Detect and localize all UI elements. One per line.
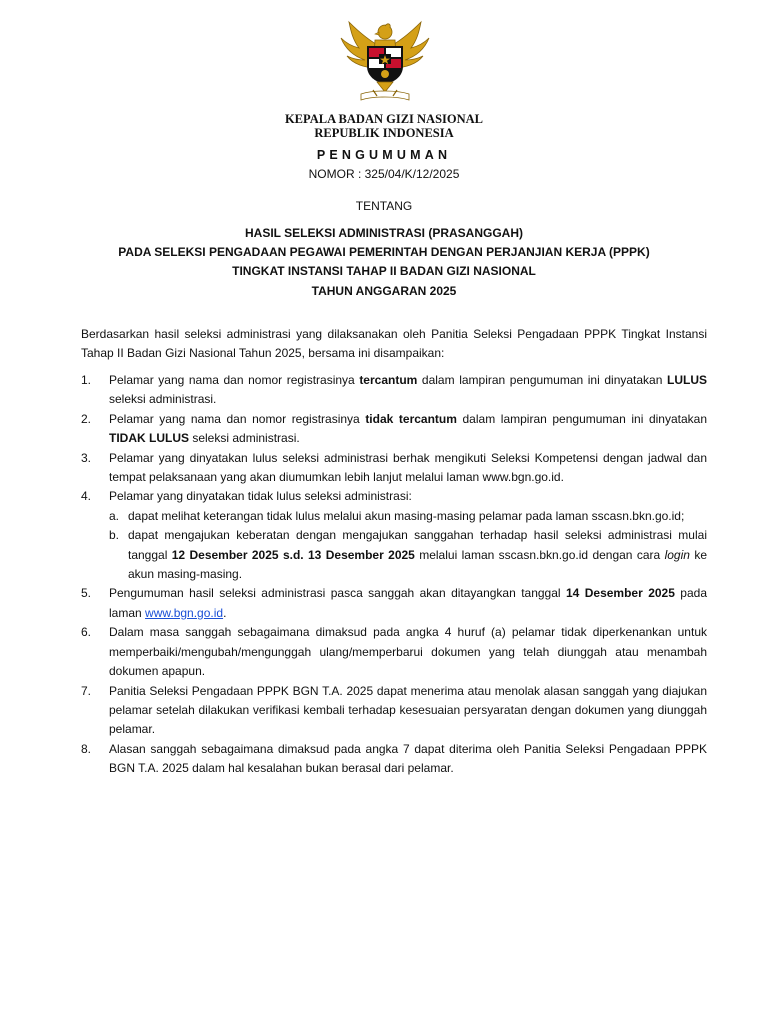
subject-line-2: PADA SELEKSI PENGADAAN PEGAWAI PEMERINTAH DENGAN PERJANJIAN KERJA (PPPK) xyxy=(118,245,650,259)
list-item-2 xyxy=(81,410,707,449)
item-text: Pelamar yang nama dan nomor registrasinya xyxy=(109,411,366,426)
sub-item-a xyxy=(81,507,707,526)
item-text: . xyxy=(223,605,227,620)
list-item-6 xyxy=(81,623,707,681)
subject-line-4: TAHUN ANGGARAN 2025 xyxy=(311,284,457,298)
list-number: 7. xyxy=(81,683,92,698)
tentang-label: TENTANG xyxy=(355,199,413,213)
list-item-7 xyxy=(81,682,707,740)
item-text: Panitia Seleksi Pengadaan PPPK BGN T.A. 2025 dapat menerima atau menolak alasan sanggah yang diajukan pelamar setelah dilakukan verifikasi kembali terhadap kesesuaian persyaratan dengan dokumen yang diunggah pelamar. xyxy=(109,683,707,737)
item-text: Pelamar yang dinyatakan lulus seleksi administrasi berhak mengikuti Seleksi Kompetensi dengan jadwal dan tempat pelaksanaan yang akan diumumkan lebih lanjut melalui laman www.bgn.go.id. xyxy=(109,450,707,485)
sub-item-b xyxy=(81,526,707,584)
list-number: 3. xyxy=(81,450,92,465)
item-bold-text: tidak tercantum xyxy=(365,411,457,426)
announcement-number: NOMOR : 325/04/K/12/2025 xyxy=(308,167,460,181)
list-item-1 xyxy=(81,371,707,410)
website-link[interactable]: www.bgn.go.id xyxy=(145,605,224,620)
item-text: seleksi administrasi. xyxy=(189,431,300,446)
sub-item-letter: b. xyxy=(109,528,120,543)
announcement-title: PENGUMUMAN xyxy=(316,148,452,162)
item-bold-text: tercantum xyxy=(359,373,418,387)
item-text: dalam lampiran pengumuman ini dinyatakan xyxy=(417,373,667,387)
item-text: Pelamar yang dinyatakan tidak lulus seleksi administrasi: xyxy=(109,489,412,504)
list-number: 8. xyxy=(81,741,92,756)
list-number: 2. xyxy=(81,411,92,426)
item-text: pada laman xyxy=(109,586,707,620)
sub-item-text: ke akun masing-masing. xyxy=(128,547,708,582)
sub-item-italic: login xyxy=(664,547,690,562)
list-item-4 xyxy=(81,487,707,506)
sub-item-date: 12 Desember 2025 s.d. 13 Desember 2025 xyxy=(171,547,415,562)
announcement-list xyxy=(81,371,707,779)
subject-line-1: HASIL SELEKSI ADMINISTRASI (PRASANGGAH) xyxy=(244,226,523,240)
header-country: REPUBLIK INDONESIA xyxy=(314,126,454,140)
header-institution: KEPALA BADAN GIZI NASIONAL xyxy=(284,112,484,126)
garuda-pancasila-emblem-icon xyxy=(333,18,437,104)
item-text: seleksi administrasi. xyxy=(109,392,217,407)
item-bold-text: TIDAK LULUS xyxy=(109,431,189,446)
list-number: 4. xyxy=(81,489,92,504)
sub-item-text: dapat mengajukan keberatan dengan mengajukan sanggahan terhadap hasil seleksi administrasi mulai tanggal xyxy=(128,528,707,562)
item-text: Alasan sanggah sebagaimana dimaksud pada angka 7 dapat diterima oleh Panitia Seleksi Pengadaan PPPK BGN T.A. 2025 dalam hal kesalahan bukan berasal dari pelamar. xyxy=(109,741,707,776)
subject-line-3: TINGKAT INSTANSI TAHAP II BADAN GIZI NASIONAL xyxy=(232,264,536,278)
list-item-5 xyxy=(81,584,707,623)
item-bold-text: 14 Desember 2025 xyxy=(565,586,675,601)
list-item-3 xyxy=(81,449,707,488)
item-text: Dalam masa sanggah sebagaimana dimaksud pada angka 4 huruf (a) pelamar tidak diperkenankan untuk memperbaiki/mengubah/mengunggah ulang/memperbarui dokumen yang telah diunggah atau menambah dokumen apapun. xyxy=(109,625,707,679)
item-text: Pengumuman hasil seleksi administrasi pasca sanggah akan ditayangkan tanggal xyxy=(109,586,566,601)
sub-item-text: melalui laman sscasn.bkn.go.id dengan cara xyxy=(414,547,665,562)
item-bold-text: LULUS xyxy=(667,373,707,387)
intro-paragraph: Berdasarkan hasil seleksi administrasi yang dilaksanakan oleh Panitia Seleksi Pengadaan PPPK Tingkat Instansi Tahap II Badan Gizi Nasional Tahun 2025, bersama ini disampaikan: xyxy=(81,327,707,361)
item-text: Pelamar yang nama dan nomor registrasinya xyxy=(109,373,360,387)
list-number: 6. xyxy=(81,625,92,640)
list-item-8 xyxy=(81,740,707,779)
item-text: dalam lampiran pengumuman ini dinyatakan xyxy=(456,411,707,426)
sub-item-text: dapat melihat keterangan tidak lulus melalui akun masing-masing pelamar pada laman sscasn.bkn.go.id; xyxy=(128,508,685,523)
sub-item-letter: a. xyxy=(109,508,120,523)
list-number: 1. xyxy=(81,373,92,387)
list-number: 5. xyxy=(81,586,92,601)
